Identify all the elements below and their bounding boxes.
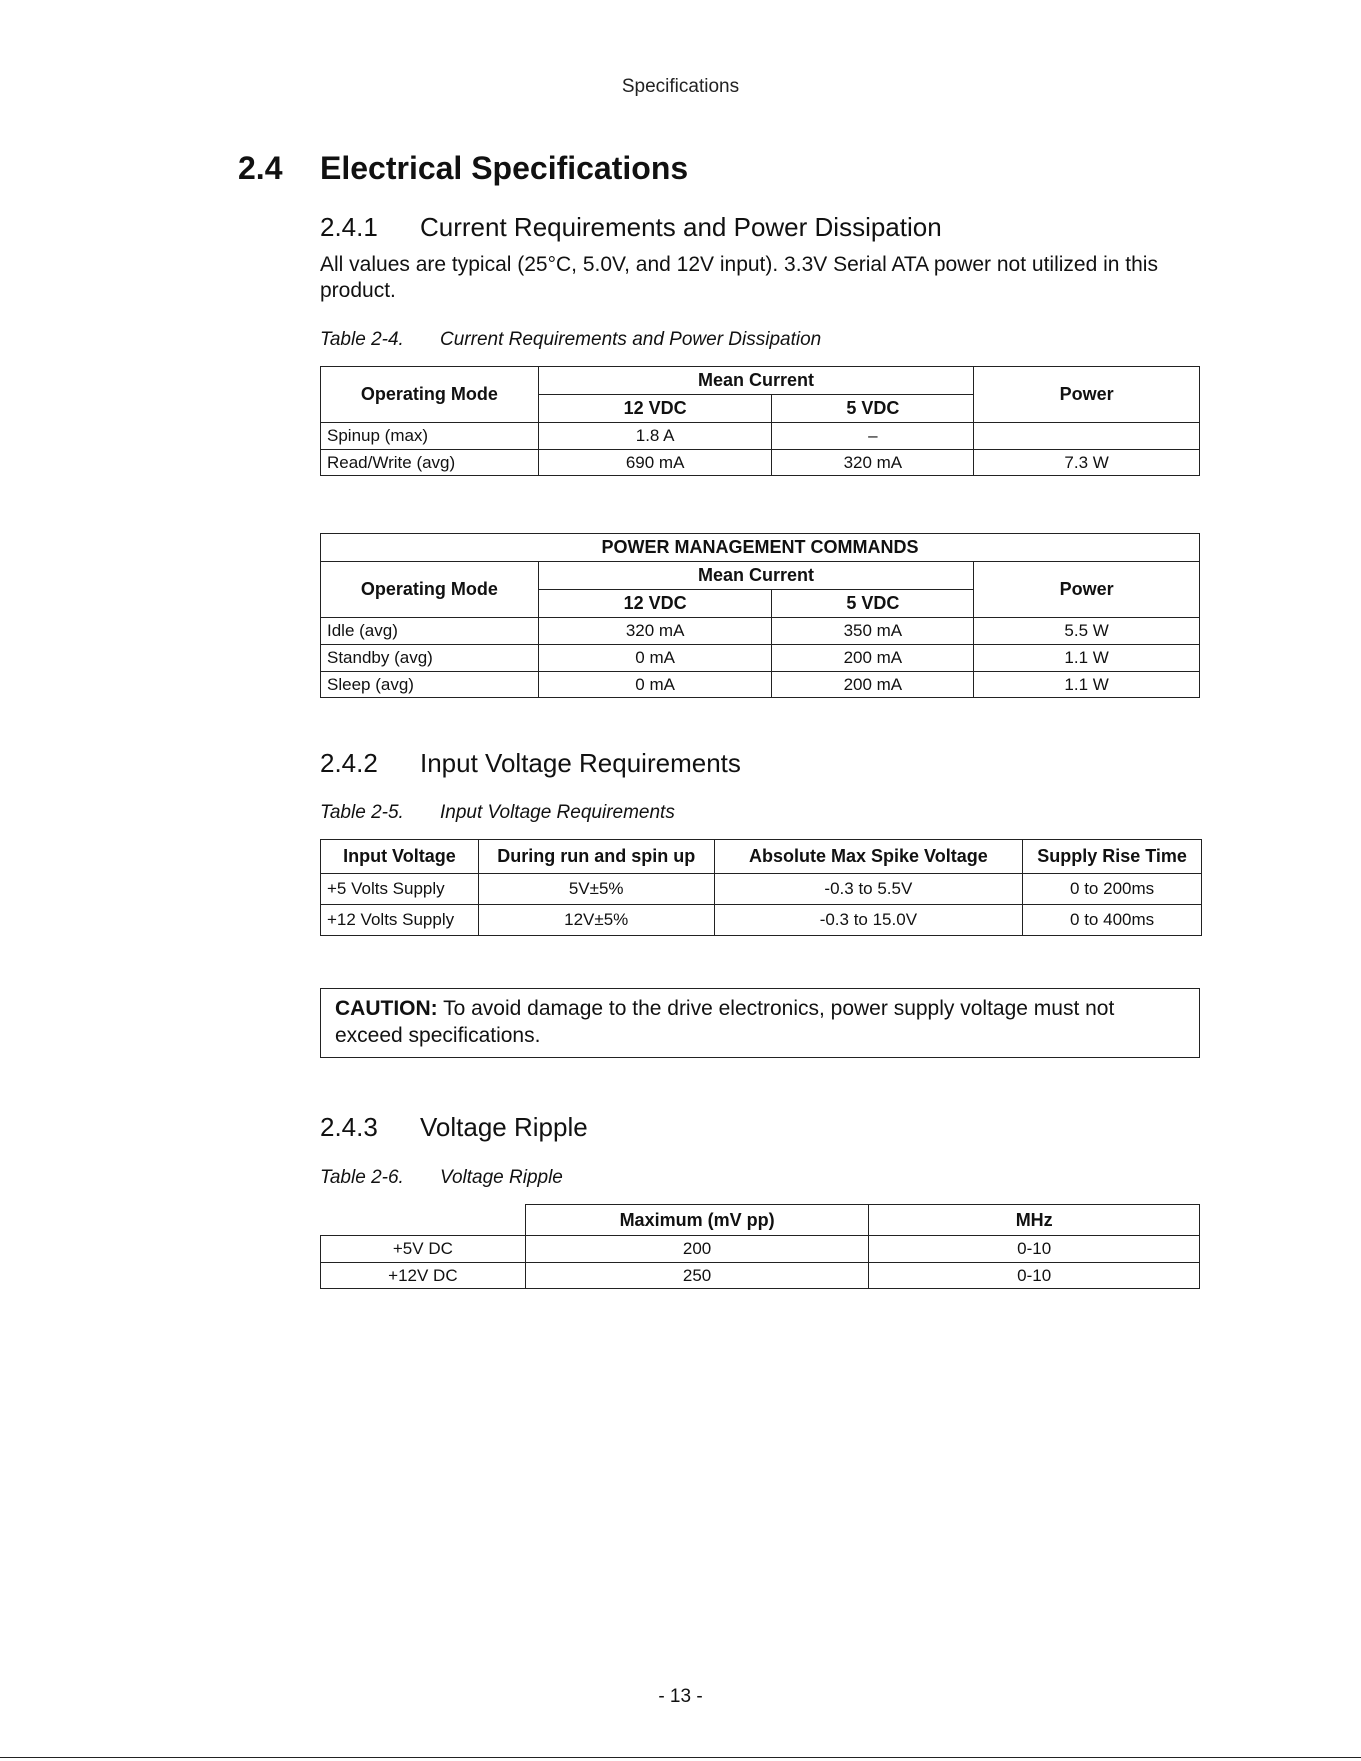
caption-text: Voltage Ripple <box>440 1167 563 1188</box>
page-number: - 13 - <box>658 1686 703 1707</box>
table-row <box>321 618 1200 645</box>
caption-label: Table 2-4. <box>320 329 404 350</box>
running-head: Specifications <box>621 76 740 97</box>
cell-during-run: 12V±5% <box>478 905 714 936</box>
section-number: 2.4 <box>238 150 283 186</box>
caption-text: Current Requirements and Power Dissipation <box>440 329 822 350</box>
cell-rise-time: 0 to 400ms <box>1023 905 1202 936</box>
header-power: Power <box>974 367 1200 423</box>
cell-power: 5.5 W <box>974 618 1200 645</box>
cell-mhz: 0-10 <box>869 1236 1200 1263</box>
table-row <box>321 874 1202 905</box>
cell-mhz: 0-10 <box>869 1263 1200 1289</box>
caption-text: Input Voltage Requirements <box>440 802 675 823</box>
header-operating-mode: Operating Mode <box>321 367 539 423</box>
current-requirements-table <box>320 366 1200 476</box>
subsection-title-2-4-2: Input Voltage Requirements <box>420 748 741 778</box>
header-12vdc: 12 VDC <box>538 590 772 618</box>
caution-box <box>320 988 1200 1058</box>
cell-mode: Idle (avg) <box>321 618 539 645</box>
table-caption-2-4 <box>320 329 821 351</box>
header-max-spike: Absolute Max Spike Voltage <box>714 840 1023 874</box>
cell-12vdc: 320 mA <box>538 618 772 645</box>
cell-5vdc: 200 mA <box>772 672 974 698</box>
caption-label: Table 2-5. <box>320 802 404 823</box>
header-maximum: Maximum (mV pp) <box>525 1205 869 1236</box>
subsection-title-2-4-1: Current Requirements and Power Dissipation <box>420 212 942 242</box>
subsection-title-2-4-3: Voltage Ripple <box>420 1112 588 1142</box>
caution-text: To avoid damage to the drive electronics, power supply voltage must not exceed specifications. <box>335 997 1115 1047</box>
cell-5vdc: 320 mA <box>772 450 974 476</box>
cell-maximum: 200 <box>525 1236 869 1263</box>
table-row <box>321 423 1200 450</box>
cell-power: 7.3 W <box>974 450 1200 476</box>
table-caption-2-6 <box>320 1167 563 1189</box>
header-12vdc: 12 VDC <box>538 395 772 423</box>
header-5vdc: 5 VDC <box>772 395 974 423</box>
typical-values-paragraph: All values are typical (25°C, 5.0V, and 12V input). 3.3V Serial ATA power not utilized in this product. <box>320 253 1158 302</box>
table-row <box>321 1236 1200 1263</box>
cell-mode: Spinup (max) <box>321 423 539 450</box>
voltage-ripple-table <box>320 1204 1200 1289</box>
cell-power: 1.1 W <box>974 645 1200 672</box>
cell-12vdc: 690 mA <box>538 450 772 476</box>
cell-5vdc: – <box>772 423 974 450</box>
subsection-number-2-4-2: 2.4.2 <box>320 748 378 778</box>
caption-label: Table 2-6. <box>320 1167 404 1188</box>
cell-during-run: 5V±5% <box>478 874 714 905</box>
subsection-number-2-4-3: 2.4.3 <box>320 1112 378 1142</box>
cell-max-spike: -0.3 to 15.0V <box>714 905 1023 936</box>
header-during-run: During run and spin up <box>478 840 714 874</box>
cell-power: 1.1 W <box>974 672 1200 698</box>
caution-label: CAUTION: <box>335 997 438 1020</box>
empty-header-cell <box>321 1205 526 1236</box>
cell-12vdc: 1.8 A <box>538 423 772 450</box>
header-5vdc: 5 VDC <box>772 590 974 618</box>
cell-input-voltage: +12 Volts Supply <box>321 905 479 936</box>
cell-mode: Read/Write (avg) <box>321 450 539 476</box>
cell-input-voltage: +5 Volts Supply <box>321 874 479 905</box>
cell-max-spike: -0.3 to 5.5V <box>714 874 1023 905</box>
cell-mode: Sleep (avg) <box>321 672 539 698</box>
cell-supply: +12V DC <box>321 1263 526 1289</box>
cell-12vdc: 0 mA <box>538 672 772 698</box>
section-title: Electrical Specifications <box>320 150 689 186</box>
table-row <box>321 672 1200 698</box>
header-power: Power <box>974 562 1200 618</box>
footer-rule <box>0 1757 1361 1758</box>
cell-rise-time: 0 to 200ms <box>1023 874 1202 905</box>
table-row <box>321 905 1202 936</box>
header-mean-current: Mean Current <box>538 562 973 590</box>
subsection-number-2-4-1: 2.4.1 <box>320 212 378 242</box>
header-mean-current: Mean Current <box>538 367 973 395</box>
header-mhz: MHz <box>869 1205 1200 1236</box>
header-operating-mode: Operating Mode <box>321 562 539 618</box>
input-voltage-table <box>320 839 1202 936</box>
cell-5vdc: 200 mA <box>772 645 974 672</box>
cell-mode: Standby (avg) <box>321 645 539 672</box>
table-row <box>321 1263 1200 1289</box>
table-title: POWER MANAGEMENT COMMANDS <box>321 534 1200 562</box>
table-caption-2-5 <box>320 802 675 824</box>
table-row <box>321 645 1200 672</box>
cell-power <box>974 423 1200 450</box>
header-rise-time: Supply Rise Time <box>1023 840 1202 874</box>
cell-5vdc: 350 mA <box>772 618 974 645</box>
table-row <box>321 450 1200 476</box>
power-management-table <box>320 533 1200 698</box>
header-input-voltage: Input Voltage <box>321 840 479 874</box>
cell-supply: +5V DC <box>321 1236 526 1263</box>
cell-maximum: 250 <box>525 1263 869 1289</box>
cell-12vdc: 0 mA <box>538 645 772 672</box>
